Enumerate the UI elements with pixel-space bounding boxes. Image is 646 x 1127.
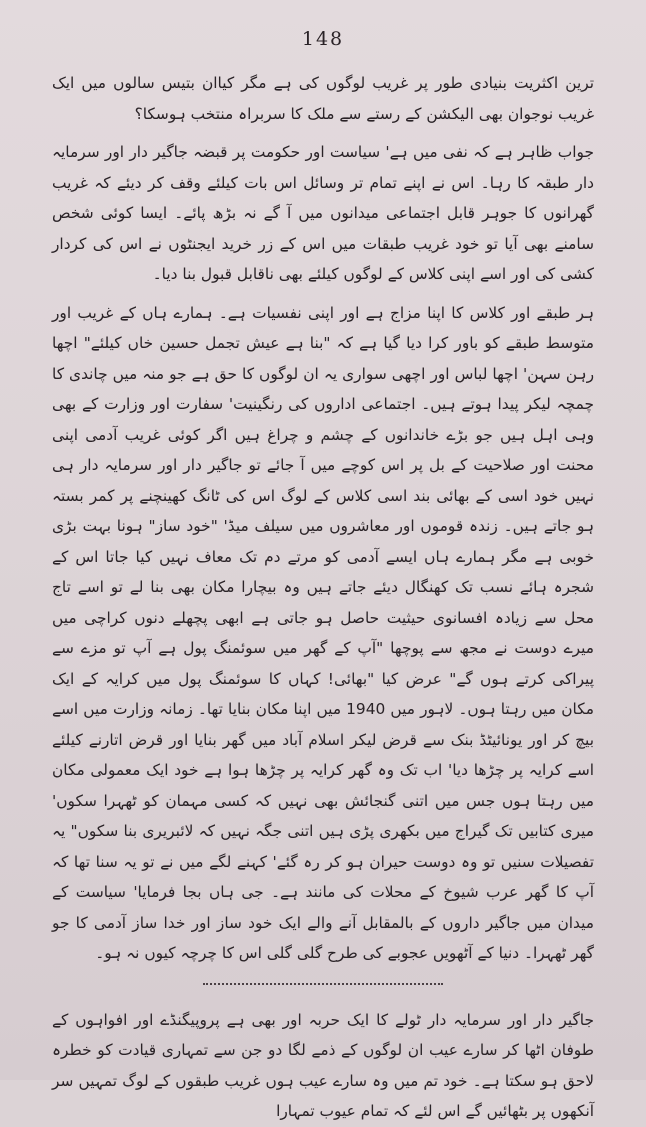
paragraph-2: جواب ظاہر ہے کہ نفی میں ہے' سیاست اور حکومت پر قبضہ جاگیر دار اور سرمایہ دار طبقہ کا رہا۔ اس نے اپنے تمام تر وسائل اس بات کیلئے وقف کر دیئے کہ غریب گھرانوں کا جوہر قابل اجتماعی میدانوں میں آ گے نہ بڑھ پائے۔ ایسا کوئی شخص سامنے بھی آیا تو خود غریب طبقات میں اس کے زر خرید ایجنٹوں نے اس کی کردار کشی کی اور اسے اپنی کلاس کے لوگوں کیلئے بھی ناقابل قبول بنا دیا۔: [52, 143, 594, 283]
closing-text: [52, 1005, 594, 1127]
paragraph-1: ترین اکثریت بنیادی طور پر غریب لوگوں کی ہے مگر کیاان بتیس سالوں میں ایک غریب نوجوان بھی الیکشن کے رستے سے ملک کا سربراہ منتخب ہوسکا؟: [52, 74, 594, 123]
main-text: [52, 68, 594, 969]
page-number: 148: [301, 28, 345, 50]
paragraph-3: ہر طبقے اور کلاس کا اپنا مزاج ہے اور اپنی نفسیات ہے۔ ہمارے ہاں کے غریب اور متوسط طبقے کو باور کرا دیا گیا ہے کہ "بنا ہے عیش تجمل حسین خاں کیلئے" اچھا رہن سہن' اچھا لباس اور اچھی سواری یہ ان لوگوں کا حق ہے جو منہ میں چاندی کا چمچہ لیکر پیدا ہوتے ہیں۔ اجتماعی اداروں کی رنگینیت' سفارت اور وزارت کے بھی وہی اہل ہیں جو بڑے خاندانوں کے چشم و چراغ ہیں اگر کوئی غریب آدمی اپنی محنت اور صلاحیت کے بل پر اس کوچے میں آ جائے تو جاگیر دار اور سرمایہ دار ہی نہیں خود اسی کے بھائی بند اسی کلاس کے لوگ اس کی ٹانگ کھینچنے پر کمر بستہ ہو جاتے ہیں۔ زندہ قوموں اور معاشروں میں سیلف میڈ' "خود ساز" ہونا بہت بڑی خوبی ہے مگر ہمارے ہاں ایسے آدمی کو مرتے دم تک معاف نہیں کیا جاتا اس کے شجرہ ہائے نسب تک کھنگال دیئے جاتے ہیں وہ بیچارا مکان بھی بنا لے تو اسے تاج محل سے زیادہ افسانوی حیثیت حاصل ہو جاتی ہے ابھی پچھلے دنوں کراچی میں میرے دوست نے مجھ سے پوچھا "آپ کے گھر میں سوئمنگ پول ہے آپ تو مزے سے پیراکی کرتے ہوں گے" عرض کیا "بھائی! کہاں کا سوئمنگ پول میں کرایہ کے ایک مکان میں رہتا ہوں۔ لاہور میں 1940 میں اپنا مکان بنایا تھا۔ زمانہ وزارت میں اسے بیچ کر اور یونائیٹڈ بنک سے قرض لیکر اسلام آباد میں گھر بنایا اور قرض اتارنے کیلئے اسے کرایہ پر چڑھا دیا' اب تک وہ گھر کرایہ پر چڑھا ہوا ہے خود ایک معمولی مکان میں رہتا ہوں جس میں اتنی گنجائش بھی نہیں کہ کسی مہمان کو ٹھہرا سکوں' میری کتابیں تک گیراج میں بکھری پڑی ہیں اتنی جگہ نہیں کہ لائبریری بنا سکوں" یہ تفصیلات سنیں تو وہ دوست حیران ہو کر رہ گئے' کہنے لگے میں نے تو یہ سنا تھا کہ آپ کا گھر عرب شیوخ کے محلات کی مانند ہے۔ جی ہاں بجا فرمایا' سیاست کے میدان میں جاگیر داروں کے بالمقابل آنے والے ایک خود ساز اور خدا ساز آدمی کا جو گھر ٹھہرا۔ دنیا کے آٹھویں عجوبے کی طرح گلی گلی اس کا چرچہ کیوں نہ ہو۔: [52, 303, 594, 962]
dotted-separator: [203, 983, 443, 985]
paragraph-4: جاگیر دار اور سرمایہ دار ٹولے کا ایک حربہ اور بھی ہے پروپیگنڈے اور افواہوں کے طوفان اٹھا کر سارے عیب ان لوگوں کے ذمے لگا دو جن سے تمہاری قیادت کو خطرہ لاحق ہو سکتا ہے۔ خود تم میں وہ سارے عیب ہوں غریب طبقوں کے لوگ تمہیں سر آنکھوں پر بٹھائیں گے اس لئے کہ تمام عیوب تمہارا: [52, 1010, 594, 1120]
